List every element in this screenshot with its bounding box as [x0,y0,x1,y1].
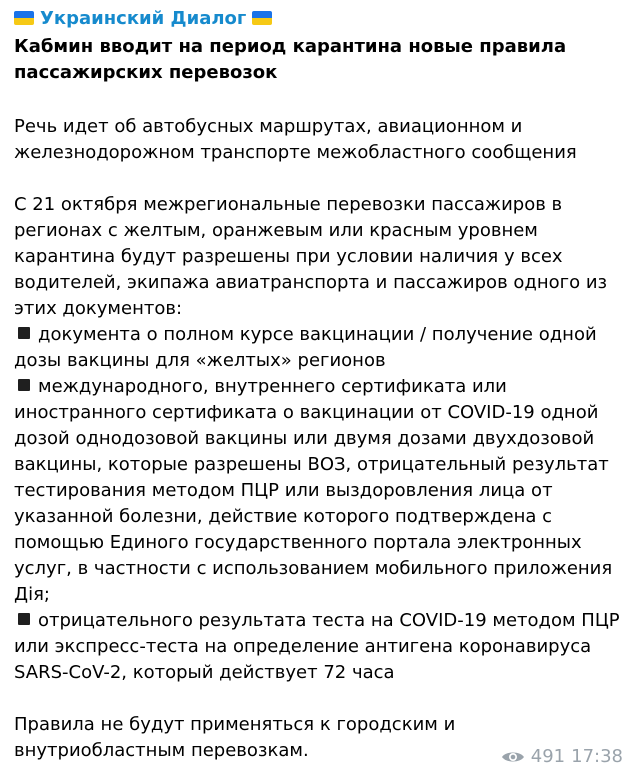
list-item [14,608,627,686]
square-bullet-icon [18,379,30,391]
channel-header[interactable] [14,6,627,30]
square-bullet-icon [18,327,30,339]
ukraine-flag-icon [14,11,34,25]
ukraine-flag-icon [252,11,272,25]
list-item-text: документа о полном курсе вакцинации / получение одной дозы вакцины для «желтых» регионов [14,324,597,371]
bullet-list [14,322,627,686]
list-item [14,322,627,374]
eye-icon [501,750,525,764]
post-paragraph: С 21 октября межрегиональные перевозки пассажиров в регионах с желтым, оранжевым или красным уровнем карантина будут разрешены при условии наличия у всех водителей, экипажа авиатранспорта и пассажиров одного из этих документов: [14,194,608,319]
message-meta [501,746,623,767]
list-item-text: международного, внутреннего сертификата или иностранного сертификата о вакцинации от COVID-19 одной дозой однодозовой вакцины или двумя дозами двухдозовой вакцины, которые разрешены ВОЗ, отрицательный результат тестирования методом ПЦР или выздоровления лица от указанной болезни, действие которого подтверждена с помощью Единого государственного портала электронных услуг, в частности с использованием мобильного приложения Дія; [14,376,613,605]
list-item-text: отрицательного результата теста на COVID-19 методом ПЦР или экспресс-теста на определение антигена коронавируса SARS-CoV-2, который действует 72 часа [14,610,620,683]
post-paragraph: Правила не будут применяться к городским и внутриобластным перевозкам. [14,714,456,761]
post-paragraph: Речь идет об автобусных маршрутах, авиационном и железнодорожном транспорте межобластного сообщения [14,116,577,163]
message-time: 17:38 [571,746,623,767]
post-title: Кабмин вводит на период карантина новые правила пассажирских перевозок [14,36,567,83]
channel-name[interactable]: Украинский Диалог [40,7,247,29]
list-item [14,374,627,608]
view-count: 491 [530,746,566,767]
square-bullet-icon [18,613,30,625]
